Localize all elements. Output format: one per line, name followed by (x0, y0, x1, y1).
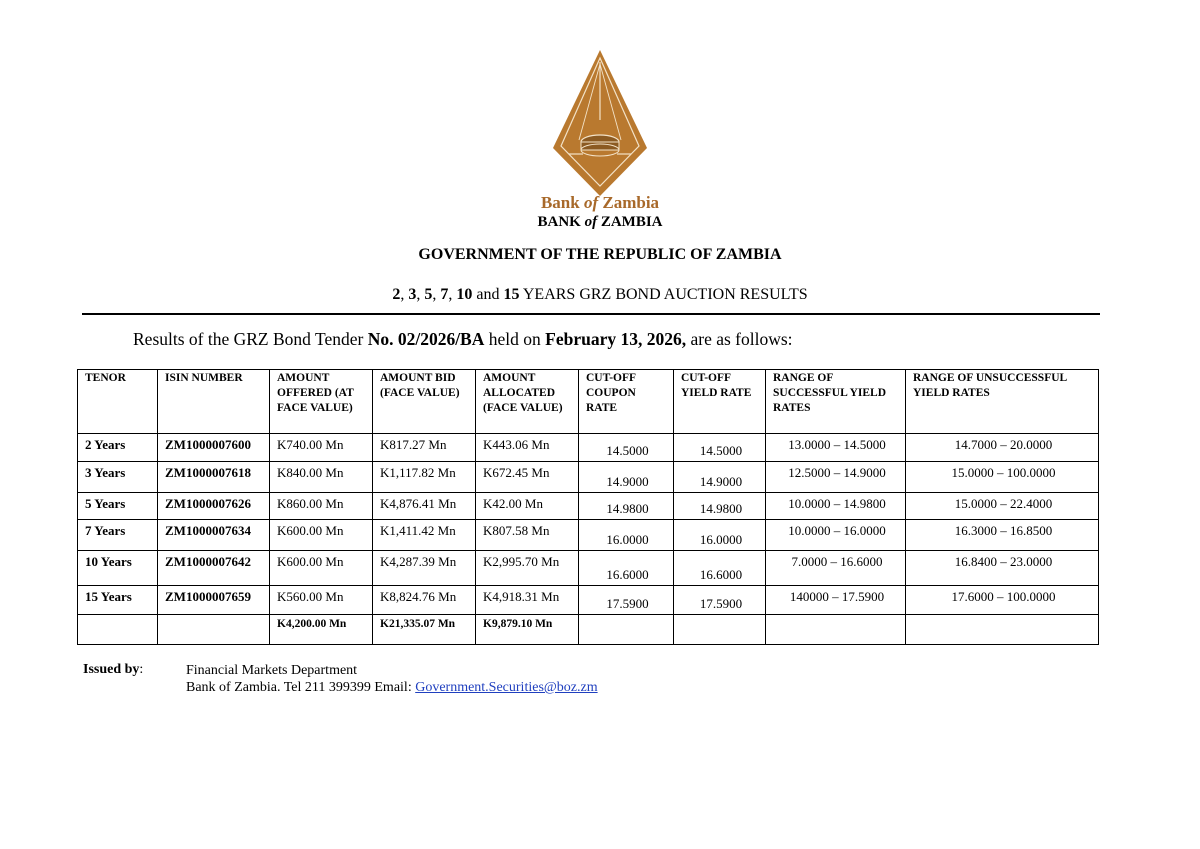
email-link[interactable]: Government.Securities@boz.zm (415, 680, 598, 695)
cell-unsuccessful: 16.3000 – 16.8500 (906, 520, 1099, 551)
cell-offered: K560.00 Mn (270, 586, 373, 615)
cell-bid: K1,117.82 Mn (373, 462, 476, 493)
cell-bid: K4,876.41 Mn (373, 493, 476, 520)
cell-successful: 140000 – 17.5900 (766, 586, 906, 615)
table-header-row (78, 370, 1099, 434)
cell-unsuccessful: 16.8400 – 23.0000 (906, 551, 1099, 586)
header-successful: RANGE OF SUCCESSFUL YIELD RATES (766, 370, 906, 434)
table-row (78, 586, 1099, 615)
cell-tenor: 5 Years (78, 493, 158, 520)
header-offered: AMOUNT OFFERED (AT FACE VALUE) (270, 370, 373, 434)
cell-yield: 17.5900 (674, 586, 766, 615)
cell-empty (78, 615, 158, 645)
cell-allocated: K2,995.70 Mn (476, 551, 579, 586)
cell-bid: K4,287.39 Mn (373, 551, 476, 586)
cell-empty (579, 615, 674, 645)
header-yield: CUT-OFF YIELD RATE (674, 370, 766, 434)
cell-tenor: 7 Years (78, 520, 158, 551)
table-row (78, 462, 1099, 493)
cell-yield: 16.6000 (674, 551, 766, 586)
tender-number: No. 02/2026/BA (367, 329, 485, 349)
cell-successful: 10.0000 – 16.0000 (766, 520, 906, 551)
cell-allocated: K42.00 Mn (476, 493, 579, 520)
horizontal-divider (82, 313, 1100, 315)
cell-empty (766, 615, 906, 645)
totals-row (78, 615, 1099, 645)
intro-sentence: Results of the GRZ Bond Tender No. 02/2026/BA held on February 13, 2026, are as follows: (133, 329, 793, 349)
cell-yield: 16.0000 (674, 520, 766, 551)
bank-of-zambia-logo-icon (553, 50, 647, 196)
header-unsuccessful: RANGE OF UNSUCCESSFUL YIELD RATES (906, 370, 1099, 434)
header-isin: ISIN NUMBER (158, 370, 270, 434)
table-row (78, 551, 1099, 586)
table-row (78, 493, 1099, 520)
header-coupon: CUT-OFF COUPON RATE (579, 370, 674, 434)
cell-successful: 10.0000 – 14.9800 (766, 493, 906, 520)
cell-yield: 14.9800 (674, 493, 766, 520)
cell-bid: K8,824.76 Mn (373, 586, 476, 615)
cell-successful: 13.0000 – 14.5000 (766, 434, 906, 462)
cell-successful: 12.5000 – 14.9000 (766, 462, 906, 493)
issuer-details (186, 662, 598, 696)
issued-by-label: Issued by: (83, 662, 144, 677)
cell-unsuccessful: 15.0000 – 22.4000 (906, 493, 1099, 520)
cell-coupon: 14.5000 (579, 434, 674, 462)
header-allocated: AMOUNT ALLOCATED (FACE VALUE) (476, 370, 579, 434)
cell-offered: K600.00 Mn (270, 551, 373, 586)
table-row (78, 520, 1099, 551)
cell-isin: ZM1000007659 (158, 586, 270, 615)
cell-yield: 14.9000 (674, 462, 766, 493)
cell-empty (674, 615, 766, 645)
cell-isin: ZM1000007634 (158, 520, 270, 551)
cell-empty (906, 615, 1099, 645)
cell-isin: ZM1000007642 (158, 551, 270, 586)
cell-coupon: 14.9800 (579, 493, 674, 520)
cell-offered: K840.00 Mn (270, 462, 373, 493)
auction-title: 2, 3, 5, 7, 10 and 15 YEARS GRZ BOND AUCTION RESULTS (392, 286, 808, 303)
cell-unsuccessful: 14.7000 – 20.0000 (906, 434, 1099, 462)
header-bid: AMOUNT BID (FACE VALUE) (373, 370, 476, 434)
issuer-department: Financial Markets Department (186, 663, 358, 678)
cell-offered: K600.00 Mn (270, 520, 373, 551)
brand-name-colored: Bank of Zambia (540, 193, 660, 212)
government-title: GOVERNMENT OF THE REPUBLIC OF ZAMBIA (418, 246, 782, 263)
cell-allocated: K4,918.31 Mn (476, 586, 579, 615)
total-allocated: K9,879.10 Mn (476, 615, 579, 645)
cell-offered: K860.00 Mn (270, 493, 373, 520)
cell-isin: ZM1000007600 (158, 434, 270, 462)
cell-tenor: 3 Years (78, 462, 158, 493)
cell-successful: 7.0000 – 16.6000 (766, 551, 906, 586)
total-offered: K4,200.00 Mn (270, 615, 373, 645)
auction-results-table (77, 369, 1099, 645)
cell-tenor: 2 Years (78, 434, 158, 462)
cell-coupon: 16.0000 (579, 520, 674, 551)
cell-coupon: 16.6000 (579, 551, 674, 586)
cell-empty (158, 615, 270, 645)
tender-date: February 13, 2026, (545, 329, 687, 349)
cell-unsuccessful: 15.0000 – 100.0000 (906, 462, 1099, 493)
cell-coupon: 14.9000 (579, 462, 674, 493)
total-bid: K21,335.07 Mn (373, 615, 476, 645)
issuer-contact: Bank of Zambia. Tel 211 399399 Email: Government.Securities@boz.zm (186, 680, 598, 695)
brand-name-black: BANK of ZAMBIA (537, 214, 663, 230)
cell-isin: ZM1000007626 (158, 493, 270, 520)
cell-allocated: K807.58 Mn (476, 520, 579, 551)
cell-bid: K1,411.42 Mn (373, 520, 476, 551)
cell-tenor: 15 Years (78, 586, 158, 615)
cell-unsuccessful: 17.6000 – 100.0000 (906, 586, 1099, 615)
cell-coupon: 17.5900 (579, 586, 674, 615)
cell-yield: 14.5000 (674, 434, 766, 462)
cell-tenor: 10 Years (78, 551, 158, 586)
cell-isin: ZM1000007618 (158, 462, 270, 493)
cell-allocated: K672.45 Mn (476, 462, 579, 493)
table-row (78, 434, 1099, 462)
cell-allocated: K443.06 Mn (476, 434, 579, 462)
cell-offered: K740.00 Mn (270, 434, 373, 462)
header-tenor: TENOR (78, 370, 158, 434)
cell-bid: K817.27 Mn (373, 434, 476, 462)
